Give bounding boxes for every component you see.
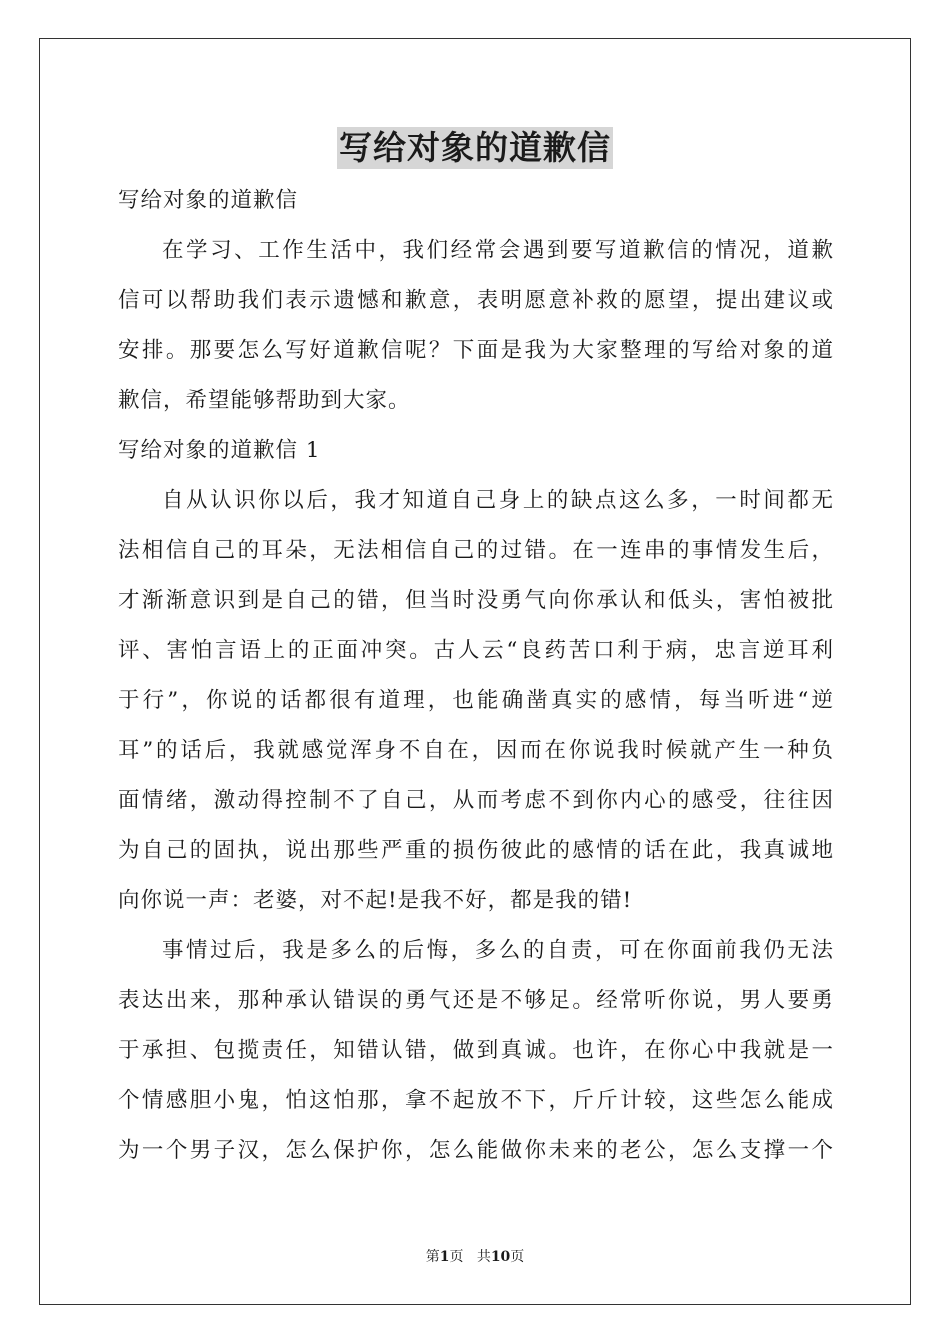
text-line: 表达出来，那种承认错误的勇气还是不够足。经常听你说，男人要勇 [118, 988, 834, 1013]
text-line: 歉信，希望能够帮助到大家。 [118, 388, 411, 413]
text-line: 在学习、工作生活中，我们经常会遇到要写道歉信的情况，道歉 [162, 238, 834, 263]
total-label-prefix: 共 [476, 1249, 491, 1265]
text-line: 评、害怕言语上的正面冲突。古人云“良药苦口利于病，忠言逆耳利 [118, 638, 834, 663]
page-number: 1 [439, 1249, 450, 1265]
page-label-prefix: 第 [425, 1249, 440, 1265]
total-pages: 10 [490, 1249, 511, 1265]
text-line: 法相信自己的耳朵，无法相信自己的过错。在一连串的事情发生后， [118, 538, 834, 563]
text-line: 为自己的固执，说出那些严重的损伤彼此的感情的话在此，我真诚地 [118, 838, 834, 863]
text-line: 信可以帮助我们表示遗憾和歉意，表明愿意补救的愿望，提出建议或 [118, 288, 834, 313]
text-line: 自从认识你以后，我才知道自己身上的缺点这么多，一时间都无 [162, 488, 834, 513]
text-line: 耳”的话后，我就感觉浑身不自在，因而在你说我时候就产生一种负 [118, 738, 834, 763]
section-heading: 写给对象的道歉信 [118, 188, 299, 213]
page-footer [0, 1246, 950, 1266]
document-title: 写给对象的道歉信 [339, 128, 611, 167]
text-line: 面情绪，激动得控制不了自己，从而考虑不到你内心的感受，往往因 [118, 788, 834, 813]
text-line: 于行”，你说的话都很有道理，也能确凿真实的感情，每当听进“逆 [118, 688, 834, 713]
text-line: 于承担、包揽责任，知错认错，做到真诚。也许，在你心中我就是一 [118, 1038, 834, 1063]
text-line: 向你说一声：老婆，对不起!是我不好，都是我的错! [118, 888, 633, 913]
text-line: 安排。那要怎么写好道歉信呢？下面是我为大家整理的写给对象的道 [118, 338, 834, 363]
document-body [118, 176, 834, 1176]
text-line: 为一个男子汉，怎么保护你，怎么能做你未来的老公，怎么支撑一个 [118, 1138, 834, 1163]
title-wrap [0, 127, 950, 169]
text-line: 个情感胆小鬼，怕这怕那，拿不起放不下，斤斤计较，这些怎么能成 [118, 1088, 834, 1113]
total-label-suffix: 页 [510, 1249, 525, 1265]
page-label-suffix: 页 [449, 1249, 464, 1265]
text-line: 才渐渐意识到是自己的错，但当时没勇气向你承认和低头，害怕被批 [118, 588, 834, 613]
section-heading: 写给对象的道歉信 1 [118, 438, 321, 463]
text-line: 事情过后，我是多么的后悔，多么的自责，可在你面前我仍无法 [162, 938, 834, 963]
